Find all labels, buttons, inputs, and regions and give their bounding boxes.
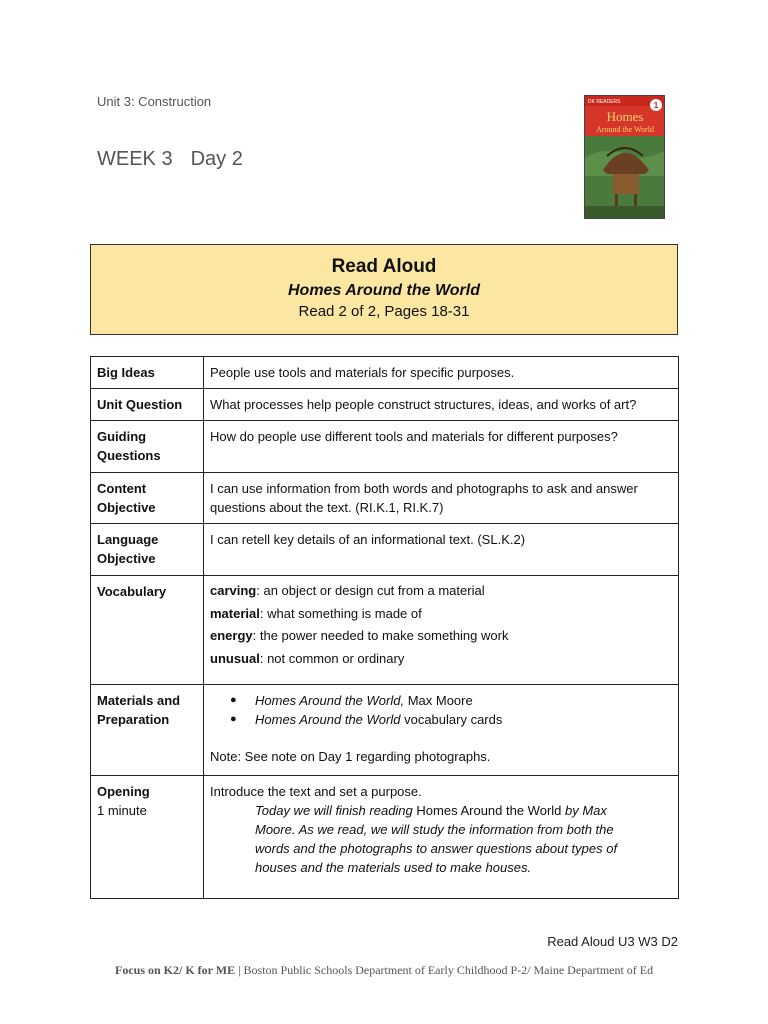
opening-label <box>91 776 204 899</box>
guiding-label-line1: Guiding <box>97 429 147 444</box>
materials-note: Note: See note on Day 1 regarding photographs. <box>210 749 491 764</box>
opening-content <box>204 776 679 899</box>
vocab-definition: : an object or design cut from a material <box>256 583 485 598</box>
book-cover-image <box>584 95 665 219</box>
vocab-term: carving <box>210 583 257 598</box>
vocabulary-list <box>204 576 679 685</box>
opening-script-book: Homes Around the World <box>416 803 562 818</box>
read-aloud-banner <box>90 244 678 335</box>
vocab-definition: : what something is made of <box>259 605 422 621</box>
guiding-questions-label <box>91 421 204 473</box>
row-vocabulary <box>91 576 679 685</box>
vocab-term: unusual <box>210 650 260 666</box>
vocab-item <box>210 648 672 671</box>
opening-script-part: Today we will finish reading <box>255 803 417 818</box>
language-label-line1: Language <box>97 532 159 547</box>
unit-title: Unit 3: Construction <box>97 94 212 109</box>
content-label-line1: Content <box>97 481 147 496</box>
language-label-line2: Objective <box>97 551 156 566</box>
opening-script-line4: houses and the materials used to make houses. <box>255 860 532 875</box>
opening-intro: Introduce the text and set a purpose. <box>210 784 422 799</box>
unit-question-label: Unit Question <box>91 389 204 421</box>
materials-item <box>210 710 672 729</box>
content-label-line2: Objective <box>97 500 156 515</box>
row-big-ideas <box>91 357 679 389</box>
content-objective-line1: I can use information from both words and photographs to ask and answer <box>210 481 638 496</box>
day-label: Day 2 <box>190 148 243 170</box>
materials-list <box>210 691 672 729</box>
opening-script-line2: Moore. As we read, we will study the information from both the <box>255 822 614 837</box>
book-cover-illustration <box>585 96 665 219</box>
language-objective-label <box>91 524 204 576</box>
materials-item-rest: vocabulary cards <box>400 712 503 727</box>
opening-time: 1 minute <box>97 803 147 818</box>
materials-item-title: Homes Around the World, <box>255 693 405 708</box>
row-materials <box>91 685 679 776</box>
row-unit-question <box>91 389 679 421</box>
cover-series: DK READERS <box>588 99 621 105</box>
materials-label <box>91 685 204 776</box>
materials-label-line2: Preparation <box>97 712 170 727</box>
row-guiding-questions <box>91 421 679 473</box>
materials-label-line1: Materials and <box>97 693 181 708</box>
opening-script-line3: words and the photographs to answer questions about types of <box>255 841 618 856</box>
row-language-objective <box>91 524 679 576</box>
vocab-definition: : the power needed to make something work <box>252 628 509 643</box>
content-objective-text <box>204 473 679 524</box>
content-objective-line2: questions about the text. (RI.K.1, RI.K.7) <box>210 500 444 515</box>
materials-item <box>210 691 672 710</box>
vocabulary-label: Vocabulary <box>91 576 204 685</box>
footer-credit-program: Focus on K2/ K for ME <box>115 963 236 977</box>
opening-script-line1 <box>210 801 672 820</box>
guiding-label-line2: Questions <box>97 448 161 463</box>
big-ideas-text: People use tools and materials for specific purposes. <box>204 357 679 389</box>
week-label: WEEK 3 <box>97 148 173 170</box>
vocab-item <box>210 603 672 626</box>
vocab-item <box>210 580 672 603</box>
cover-title-line2: Around the World <box>596 125 654 134</box>
unit-question-text: What processes help people construct structures, ideas, and works of art? <box>204 389 679 421</box>
week-day-heading <box>97 148 243 171</box>
materials-content <box>204 685 679 776</box>
vocab-item <box>210 625 672 648</box>
vocab-term: material <box>210 605 260 621</box>
opening-label-text: Opening <box>97 784 150 799</box>
cover-badge: 1 <box>653 101 659 110</box>
row-content-objective <box>91 473 679 524</box>
banner-book-title: Homes Around the World <box>288 282 480 299</box>
materials-item-rest: Max Moore <box>404 693 473 708</box>
footer-reference: Read Aloud U3 W3 D2 <box>547 934 678 949</box>
footer-credit-departments: | Boston Public Schools Department of Early Childhood P-2/ Maine Department of Ed <box>235 963 654 977</box>
footer-credit <box>115 963 653 978</box>
opening-script-part: by Max <box>561 803 607 818</box>
big-ideas-label: Big Ideas <box>91 357 204 389</box>
guiding-questions-text: How do people use different tools and materials for different purposes? <box>204 421 679 473</box>
lesson-plan-table <box>90 356 679 899</box>
materials-item-title: Homes Around the World <box>255 712 401 727</box>
language-objective-text: I can retell key details of an informational text. (SL.K.2) <box>204 524 679 576</box>
banner-pages: Read 2 of 2, Pages 18-31 <box>298 303 470 320</box>
content-objective-label <box>91 473 204 524</box>
vocab-definition: : not common or ordinary <box>259 650 405 666</box>
cover-title-line1: Homes <box>606 109 644 124</box>
vocab-term: energy <box>210 628 253 643</box>
row-opening <box>91 776 679 899</box>
banner-title: Read Aloud <box>331 256 437 277</box>
